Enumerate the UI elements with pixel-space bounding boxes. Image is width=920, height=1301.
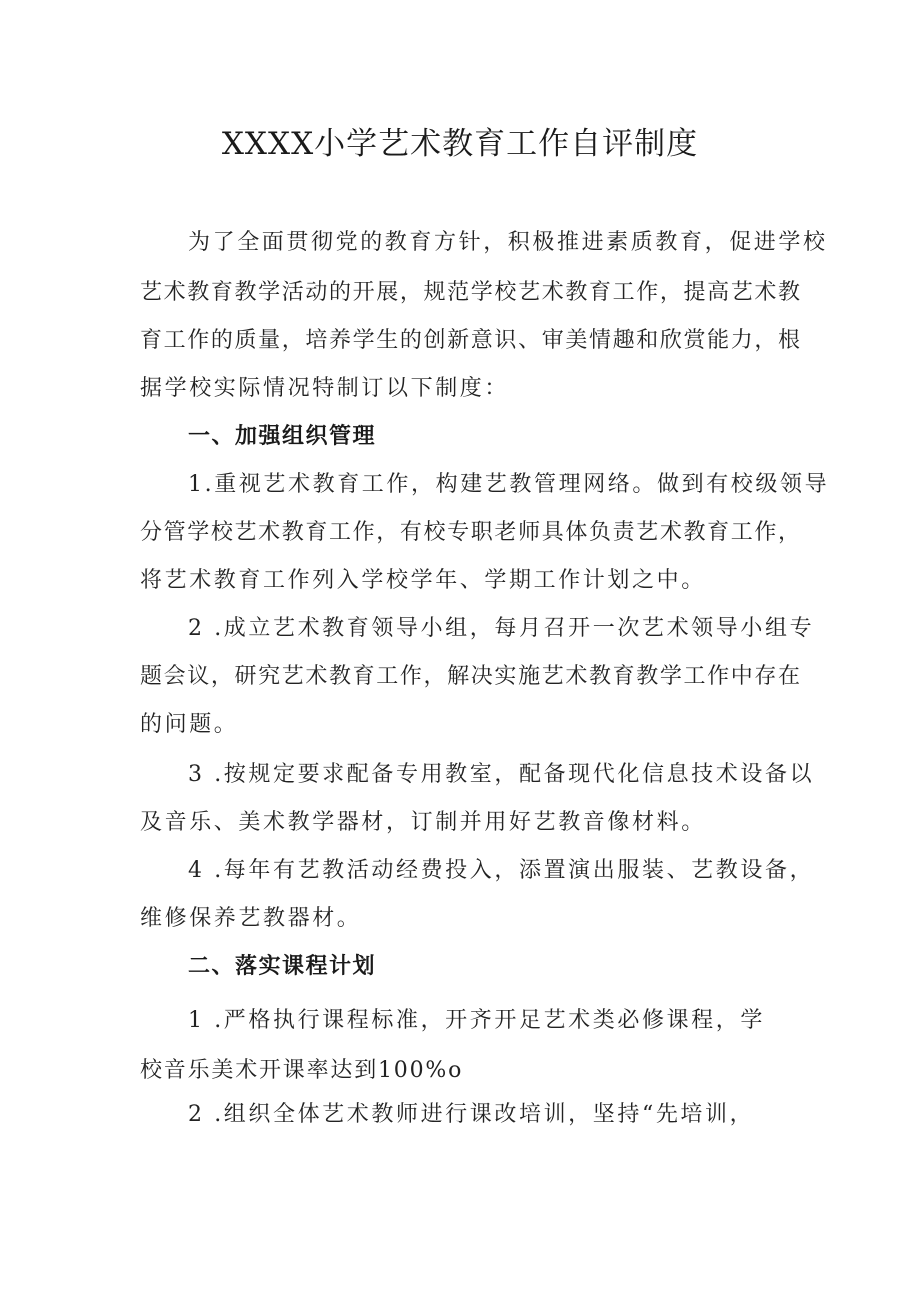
paragraph-line: 为了全面贯彻党的教育方针，积极推进素质教育，促进学校: [188, 230, 828, 255]
document-title: XXXX小学艺术教育工作自评制度: [221, 126, 699, 162]
section-heading: 一、加强组织管理: [188, 424, 377, 449]
paragraph-line: 的问题。: [140, 712, 239, 737]
paragraph-line: 题会议，研究艺术教育工作，解决实施艺术教育教学工作中存在: [140, 664, 800, 689]
paragraph-line: 1 .严格执行课程标准，开齐开足艺术类必修课程，学: [188, 1008, 765, 1033]
paragraph-line: 维修保养艺教器材。: [140, 906, 362, 931]
paragraph-line: 4 .每年有艺教活动经费投入，添置演出服装、艺教设备，: [188, 858, 815, 883]
paragraph-line: 将艺术教育工作列入学校学年、学期工作计划之中。: [140, 568, 706, 593]
paragraph-line: 1.重视艺术教育工作，构建艺教管理网络。做到有校级领导: [188, 472, 830, 497]
paragraph-line: 据学校实际情况特制订以下制度：: [140, 376, 510, 401]
paragraph-line: 分管学校艺术教育工作，有校专职老师具体负责艺术教育工作，: [140, 520, 800, 545]
paragraph-line: 艺术教育教学活动的开展，规范学校艺术教育工作，提高艺术教: [140, 280, 800, 305]
paragraph-line: 3 .按规定要求配备专用教室，配备现代化信息技术设备以: [188, 762, 815, 787]
paragraph-line: 2 .组织全体艺术教师进行课改培训，坚持“先培训，: [188, 1102, 755, 1127]
paragraph-line: 2 .成立艺术教育领导小组，每月召开一次艺术领导小组专: [188, 616, 815, 641]
paragraph-line: 校音乐美术开课率达到100%o: [140, 1058, 464, 1083]
paragraph-line: 及音乐、美术教学器材，订制并用好艺教音像材料。: [140, 810, 706, 835]
section-heading: 二、落实课程计划: [188, 954, 377, 979]
paragraph-line: 育工作的质量，培养学生的创新意识、审美情趣和欣赏能力，根: [140, 328, 800, 353]
